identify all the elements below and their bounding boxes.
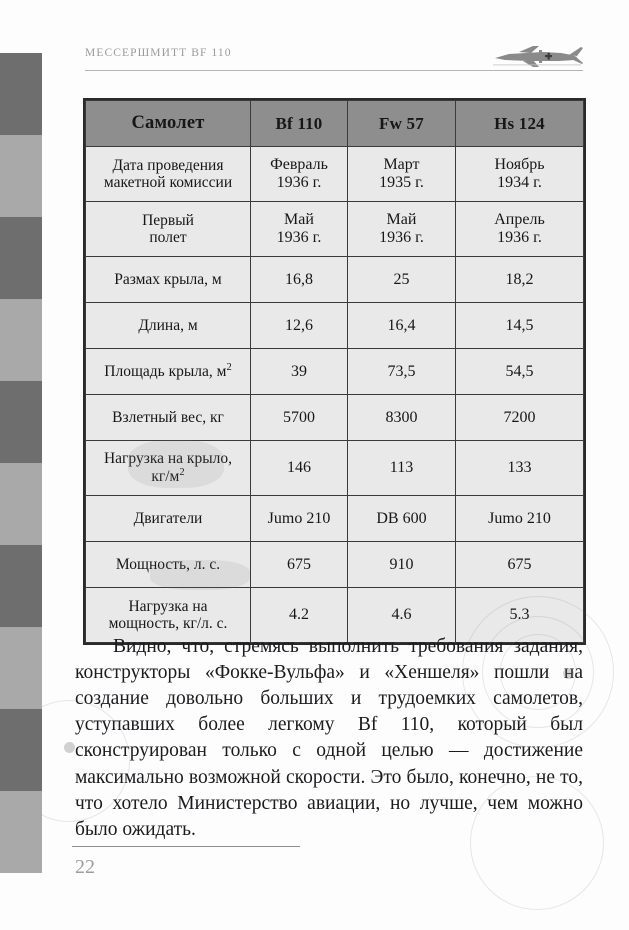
row-label-line: макетной комиссии xyxy=(103,174,233,191)
table-row xyxy=(86,147,584,202)
cell-value xyxy=(456,202,584,257)
row-label xyxy=(86,202,251,257)
cell-value: Jumo 210 xyxy=(251,496,348,542)
running-head-title: МЕССЕРШМИТТ BF 110 xyxy=(85,47,232,59)
scan-block xyxy=(0,545,42,627)
cell-value: 25 xyxy=(348,257,456,303)
scan-watermark-dot xyxy=(64,742,75,753)
specification-table xyxy=(85,100,584,643)
cell-value: 73,5 xyxy=(348,349,456,395)
cell-value: 12,6 xyxy=(251,303,348,349)
scan-block xyxy=(0,463,42,545)
cell-line: Май xyxy=(386,211,417,229)
scan-block xyxy=(0,217,42,299)
column-header-bf110: Bf 110 xyxy=(251,101,348,147)
scan-block xyxy=(0,299,42,381)
cell-line: 1936 г. xyxy=(276,174,322,191)
cell-value: 146 xyxy=(251,441,348,496)
table-row xyxy=(86,542,584,588)
cell-value: 5700 xyxy=(251,395,348,441)
cell-value: 910 xyxy=(348,542,456,588)
cell-value xyxy=(348,202,456,257)
table-row xyxy=(86,303,584,349)
cell-line: 1936 г. xyxy=(497,229,542,246)
row-label: Взлетный вес, кг xyxy=(86,395,251,441)
row-label xyxy=(86,147,251,202)
scan-block xyxy=(0,627,42,709)
cell-line: 1935 г. xyxy=(379,174,424,191)
table-header-row xyxy=(86,101,584,147)
table-row xyxy=(86,257,584,303)
cell-value: 675 xyxy=(251,542,348,588)
row-label xyxy=(86,441,251,496)
row-label-line: Дата проведения xyxy=(112,156,224,174)
body-paragraph: Видно, что, стремясь выполнить требования задания, конструкторы «Фокке-Вульфа» и «Хеншеля» пошли на создание довольно больших и трудоемких самолетов, уступавших более легкому Bf 110, который был сконструирован только с одной целью — достижение максимально возможной скорости. Это было, конечно, не то, что хотело Министерство авиации, но лучше, чем можно было ожидать. xyxy=(75,635,583,840)
row-label-text: кг/м xyxy=(151,468,180,486)
row-label xyxy=(86,349,251,395)
scan-block xyxy=(0,53,42,135)
cell-line: 1934 г. xyxy=(497,174,542,191)
cell-line: Апрель xyxy=(494,211,545,229)
table-row xyxy=(86,395,584,441)
row-label-line xyxy=(89,467,247,486)
scan-block xyxy=(0,791,42,873)
cell-value: 4.2 xyxy=(251,588,348,643)
cell-value: 54,5 xyxy=(456,349,584,395)
row-label: Мощность, л. с. xyxy=(86,542,251,588)
unit-superscript: 2 xyxy=(179,467,185,479)
cell-line: Февраль xyxy=(270,156,328,174)
cell-line: 1936 г. xyxy=(276,229,322,246)
cell-value: 5.3 xyxy=(456,588,584,643)
scan-edge-artifact xyxy=(0,53,42,873)
cell-value: DB 600 xyxy=(348,496,456,542)
cell-line: Май xyxy=(284,211,314,229)
row-label-text: Площадь крыла, м xyxy=(104,363,227,381)
table-row xyxy=(86,202,584,257)
row-label-line: мощность, кг/л. с. xyxy=(108,615,228,632)
running-head xyxy=(85,47,583,79)
column-header-param: Самолет xyxy=(86,101,251,147)
scan-block xyxy=(0,381,42,463)
cell-value: 18,2 xyxy=(456,257,584,303)
cell-value: 16,8 xyxy=(251,257,348,303)
cell-value xyxy=(251,147,348,202)
cell-value xyxy=(348,147,456,202)
column-header-fw57: Fw 57 xyxy=(348,101,456,147)
cell-value: Jumo 210 xyxy=(456,496,584,542)
row-label: Двигатели xyxy=(86,496,251,542)
row-label-line: Нагрузка на крыло, xyxy=(103,450,232,468)
cell-value: 4.6 xyxy=(348,588,456,643)
cell-value xyxy=(456,147,584,202)
aircraft-silhouette-icon xyxy=(489,43,585,71)
page-number: 22 xyxy=(75,856,95,878)
cell-value: 8300 xyxy=(348,395,456,441)
footer-rule xyxy=(72,846,300,847)
cell-line: Март xyxy=(383,156,420,174)
table-row xyxy=(86,496,584,542)
cell-value: 14,5 xyxy=(456,303,584,349)
scan-block xyxy=(0,135,42,217)
scan-watermark-dot xyxy=(563,668,574,679)
table-row xyxy=(86,349,584,395)
row-label: Длина, м xyxy=(86,303,251,349)
row-label: Размах крыла, м xyxy=(86,257,251,303)
cell-value: 113 xyxy=(348,441,456,496)
cell-value xyxy=(251,202,348,257)
cell-line: 1936 г. xyxy=(379,229,424,246)
cell-value: 7200 xyxy=(456,395,584,441)
column-header-hs124: Hs 124 xyxy=(456,101,584,147)
cell-line: Ноябрь xyxy=(494,156,545,174)
row-label-line: Нагрузка на xyxy=(128,597,208,615)
cell-value: 16,4 xyxy=(348,303,456,349)
cell-value: 675 xyxy=(456,542,584,588)
table-row xyxy=(86,441,584,496)
cell-value: 133 xyxy=(456,441,584,496)
scan-block xyxy=(0,709,42,791)
row-label-line: Первый xyxy=(142,211,194,229)
row-label-line: полет xyxy=(149,229,187,246)
cell-value: 39 xyxy=(251,349,348,395)
unit-superscript: 2 xyxy=(226,362,232,374)
